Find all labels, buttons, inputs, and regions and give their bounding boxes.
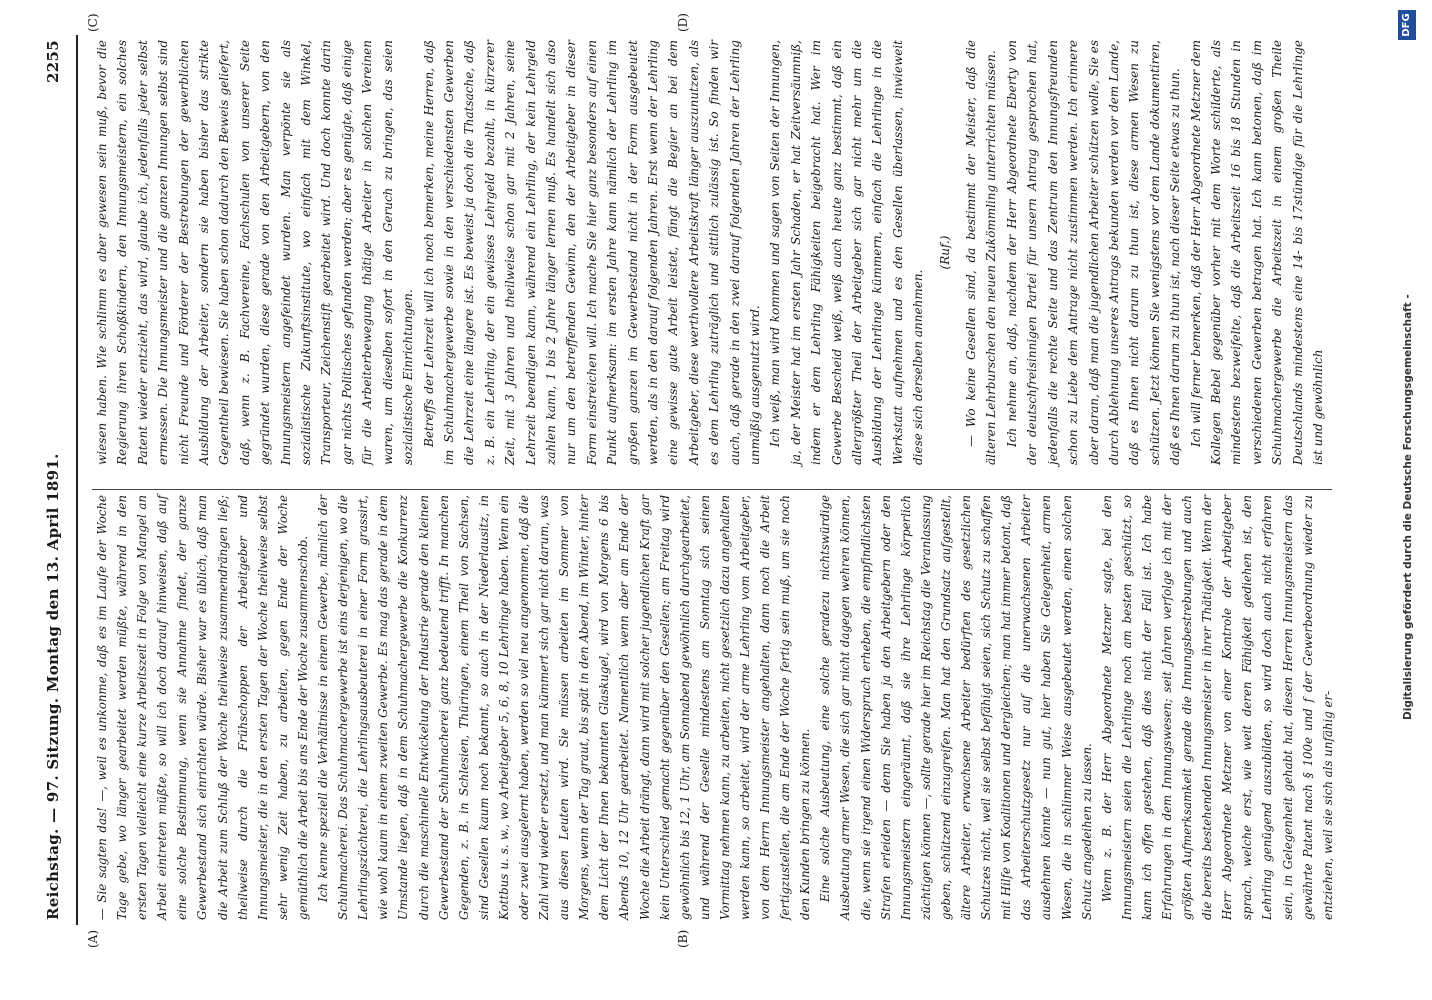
- margin-letter-b: (B): [676, 929, 690, 948]
- page-header: [38, 40, 68, 920]
- header-title: Reichstag. — 97. Sitzung. Montag den 13. April 1891.: [44, 453, 62, 920]
- page-number: 2255: [44, 40, 62, 83]
- right-column: [92, 40, 1352, 465]
- paragraph: Ich will ferner bemerken, daß der Herr Abgeordnete Metzner dem Kollegen Bebel gegenüber vorher mit dem Worte schilderte, als mindestens bezweifelte, daß die Arbeitszeit 16 bis 18 Stunden in verschiedenen Gewerben betragen hat. Ich kann betonen, daß im Schuhmachergewerbe die Arbeitszeit in einem großen Theile Deutschlands mindestens eine 14- bis 17stündige für die Lehrlinge ist und gewöhnlich: [1188, 40, 1325, 465]
- paragraph: Ich nehme an, daß, nachdem der Herr Abgeordnete Eberty von der deutschfreisinnigen Partei für unsern Antrag gesprochen hat, jedenfalls die rechte Seite und das Zentrum den Innungsfreunden schon zu Liebe dem Antrage nicht zustimmen werden. Ich erinnere aber daran, daß man die jugendlichen Arbeiter schützen wolle, Sie es durch Ablehnung unseres Antrags bekunden werden vor dem Lande, daß es Ihnen nicht darum zu thun ist, diese armen Wesen zu schützen. Jetzt können Sie wenigstens vor dem Lande dokumentiren, daß es Ihnen darum zu thun ist, nach dieser Seite etwas zu thun.: [1004, 40, 1183, 465]
- digitization-credit: Digitalisierung gefördert durch die Deutsche Forschungsgemeinschaft -: [1402, 294, 1414, 720]
- interjection: (Ruf.): [937, 235, 952, 270]
- paragraph: — Sie sagten das! —, weil es unkonme, daß es im Laufe der Woche Tage gebe, wo länger gearbeitet werden müßte, während in den ersten Tagen vielleicht eine kurze Arbeitszeit in Folge von Mangel an Arbeit eintreten müßte, so will ich doch darauf hinweisen, daß auf eine solche Bestimmung, wenn sie Annahme findet, der ganze Gewerbestand sich einrichten würde. Bisher war es üblich, daß man die Arbeit zum Schluß der Woche theilweise zusammendrängen ließ; theilweise durch die Frühschoppen der Arbeitgeber und Innungsmeister, die in den ersten Tagen der Woche theilweise selbst sehr wenig Zeit haben, zu arbeiten, gegen Ende der Woche gemüthlich die Arbeit bis ans Ende der Woche zusammenschob.: [95, 495, 310, 920]
- paragraph: Ich weiß, man wird kommen und sagen von Seiten der Innungen, ja, der Meister hat im ersten Jahr Schaden, er hat Zeitversäumniß, indem er dem Lehrling Fähigkeiten beigebracht hat. Wer im Gewerbe Bescheid weiß, weiß auch heute ganz bestimmt, daß ein allergrößter Theil der Arbeitgeber sich gar nicht mehr um die Ausbildung der Lehrlinge kümmern, einfach die Lehrlinge in die Werkstatt aufnehmen und es den Gesellen überlassen, inwieweit diese sich derselben annehmen.: [768, 40, 926, 465]
- dfg-logo: DFG: [1398, 10, 1416, 40]
- margin-letter-c: (C): [86, 13, 100, 32]
- paragraph: — Wo keine Gesellen sind, da bestimmt der Meister, daß die älteren Lehrburschen den neuen Zukömmling unterrichten müssen.: [964, 40, 999, 465]
- margin-letter-d: (D): [676, 13, 690, 32]
- paragraph: Wenn z. B. der Herr Abgeordnete Metzner sagte, bei den Innungsmeistern seien die Lehrlinge noch am besten geschützt, so kann ich offen gestehen, daß dies nicht der Fall ist. Ich habe Erfahrungen in dem Innungswesen; seit Jahren verfolge ich mit der größten Aufmerksamkeit gerade die Innungsbestrebungen und auch die bereits bestehenden Innungsmeister in ihrer Thätigkeit. Wenn der Herr Abgeordnete Metzner von einer Kontrole der Arbeitgeber sprach, welche erst, wie weit deren Fähigkeit gediehen ist, den Lehrling genügend auszubilden, so wird doch auch nicht erfahren sein, in Gelegenheit gehabt hat, diesen Herren Innungsmeistern das gewährte Patent nach § 100e und f der Gewerbeordnung wieder zu entziehen, weil sie sich als unfähig er-: [1099, 495, 1335, 920]
- column-divider: [92, 489, 1332, 490]
- margin-letter-a: (A): [86, 929, 100, 948]
- paragraph: Betreffs der Lehrzeit will ich noch bemerken, meine Herren, daß im Schuhmachergewerbe sowie in den verschiedensten Gewerben die Lehrzeit eine längere ist. Es beweist ja doch die Thatsache, daß z. B. ein Lehrling, der ein gewisses Lehrgeld bezahlt, in kürzerer Zeit, mit 3 Jahren und theilweise schon gar mit 2 Jahren, seine Lehrzeit beendigen kann, während ein Lehrling, der kein Lehrgeld zahlen kann, 1 bis 2 Jahre länger lernen muß. Es handelt sich also nur um den betreffenden Gewinn, den der Arbeitgeber in dieser Form einstreichen will. Ich mache Sie hier ganz besonders auf einen Punkt aufmerksam: im ersten Jahre kann nämlich der Lehrling im großen ganzen im Gewerbestand nicht in der Form ausgebeutet werden, als in den darauf folgenden Jahren. Erst wenn der Lehrling eine gewisse gute Arbeit leistet, fängt die Begier an bei dem Arbeitgeber, diese werthvollere Arbeitskraft länger auszunutzen, als es dem Lehrling zuträglich und sittlich zulässig ist. So finden wir auch, daß gerade in den zwei darauf folgenden Jahren der Lehrling unmäßig ausgenutzt wird.: [421, 40, 762, 465]
- paragraph: Ich kenne speziell die Verhältnisse in einem Gewerbe, nämlich der Schuhmacherei. Das Schuhmachergewerbe ist eins derjenigen, wo die Lehrlingszüchterei, die Lehrlingsausbeuterei in einer Form grassirt, wie wohl kaum in einem zweiten Gewerbe. Es mag das gerade in dem Umstande liegen, daß in dem Schuhmachergewerbe die Konkurrenz durch die maschinelle Entwickelung der Industrie gerade den kleinen Gewerbestand der Schuhmacherei ganz bedeutend trifft. In manchen Gegenden, z. B. in Schlesien, Thüringen, einem Theil von Sachsen, sind Gesellen kaum noch bekannt, so auch in der Niederlausitz, in Kottbus u. s. w., wo Arbeitgeber 5, 6, 8, 10 Lehrlinge haben. Wenn ein oder zwei ausgelernt haben, werden so viel neu angenommen, daß die Zahl wird wieder ersetzt, und man kümmert sich gar nicht darum, was aus diesen Leuten wird. Sie müssen arbeiten im Sommer von Morgens, wenn der Tag graut, bis spät in den Abend, im Winter, hinter dem Licht der Ihnen bekannten Glaskugel, wird von Morgens 6 bis Abends 10, 12 Uhr gearbeitet. Namentlich wenn aber am Ende der Woche die Arbeit drängt, dann wird mit solcher jugendlichen Kraft gar kein Unterschied gemacht gegenüber den Gesellen; am Freitag wird gewöhnlich bis 12, 1 Uhr, am Sonnabend gewöhnlich durchgearbeitet, und während der Geselle mindestens am Sonntag sich seinen Vormittag nehmen kann, zu arbeiten, nicht gesetzlich dazu angehalten werden kann, so arbeitet, wird der arme Lehrling vom Arbeitgeber, von dem Herrn Innungsmeister angehalten, dann noch die Arbeit fertigzustellen, die am Ende der Woche fertig sein muß, um sie noch den Kunden bringen zu können.: [316, 495, 813, 920]
- paragraph: wiesen haben. Wie schlimm es aber gewesen sein muß, bevor die Regierung ihren Schoßkindern, den Innungsmeistern, ein solches Patent wieder entzieht, das wird, glaube ich, jedenfalls jeder selbst ermessen. Die Innungsmeister und die ganzen Innungen selbst sind nicht Freunde und Förderer der Bestrebungen der gewerblichen Ausbildung der Arbeiter, sondern sie haben bisher das strikte Gegentheil bewiesen. Sie haben schon dadurch den Beweis geliefert, daß, wenn z. B. Fachvereine, Fachschulen von unserer Seite gegründet wurden, diese gerade von den Arbeitgebern, von den Innungsmeistern angefeindet wurden. Man verpönte sie als sozialistische Zukunftsinstitute, wo einfach mit dem Winkel, Transporteur, Zeichenstift gearbeitet wird. Und doch konnte darin gar nichts Politisches gefunden werden; aber es genügte, daß einige für die Arbeiterbewegung thätige Arbeiter in solchen Vereinen waren, um dieselben sofort in den Geruch zu bringen, das seien sozialistische Einrichtungen.: [95, 40, 416, 465]
- paragraph: Eine solche Ausbeutung, eine solche geradezu nichtswürdige Ausbeutung armer Wesen, die sich gar nicht dagegen wehren können, die, wenn sie irgend einen Widerspruch erheben, die empfindlichsten Strafen erleiden — denn Sie haben ja den Arbeitgebern oder den Innungsmeistern eingeräumt, daß sie ihre Lehrlinge körperlich züchtigen können —, sollte gerade hier im Reichstag die Veranlassung geben, schützend einzugreifen. Man hat den Grundsatz aufgestellt, ältere Arbeiter, erwachsene Arbeiter bedürften des gesetzlichen Schutzes nicht, weil sie selbst befähigt seien, sich Schutz zu schaffen mit Hilfe von Koalitionen und dergleichen; man hat immer betont, daß das Arbeiterschutzgesetz nur auf die unerwachsenen Arbeiter ausdehnen könnte — nun gut, hier haben Sie Gelegenheit, armen Wesen, die in schlimmer Weise ausgebeutet werden, einen solchen Schutz angedeihen zu lassen.: [818, 495, 1094, 920]
- left-column: [92, 495, 1352, 920]
- header-rule: [76, 35, 78, 925]
